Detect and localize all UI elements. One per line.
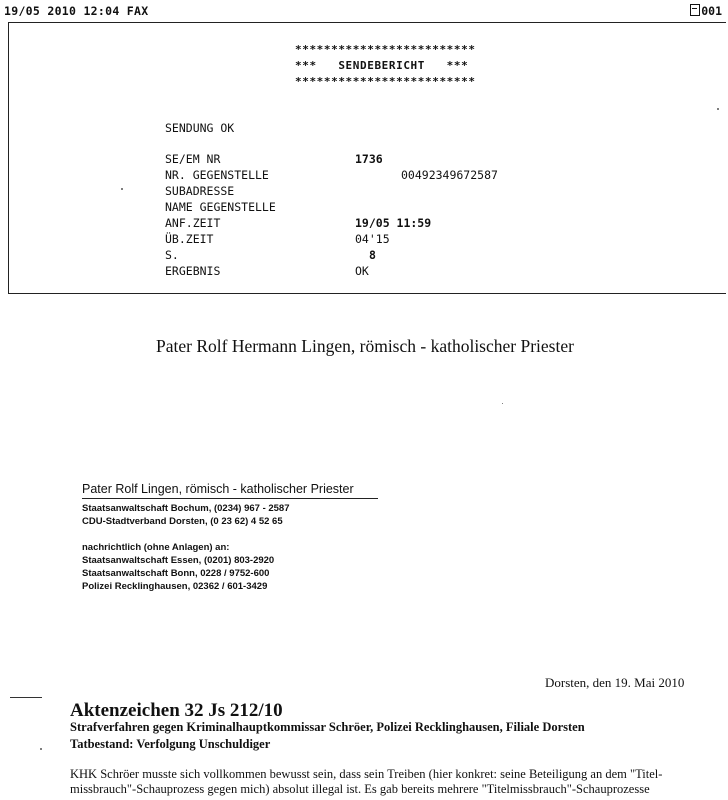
report-label-ergebnis: ERGEBNIS	[165, 264, 221, 278]
scan-speck	[40, 748, 42, 750]
report-label-name-gegenstelle: NAME GEGENSTELLE	[165, 200, 276, 214]
report-label-gegenstelle: NR. GEGENSTELLE	[165, 168, 269, 182]
cc-line: Staatsanwaltschaft Essen, (0201) 803-2920	[82, 555, 275, 566]
report-label-ueb-zeit: ÜB.ZEIT	[165, 232, 214, 246]
report-label-se-em-nr: SE/EM NR	[165, 152, 221, 166]
margin-rule	[10, 697, 42, 698]
fax-page-number-text: 001	[701, 4, 722, 18]
fax-header-timestamp: 19/05 2010 12:04 FAX	[4, 4, 149, 18]
report-value-se-em-nr: 1736	[355, 152, 383, 166]
cc-label: nachrichtlich (ohne Anlagen) an:	[82, 542, 230, 553]
case-offense: Tatbestand: Verfolgung Unschuldiger	[70, 737, 271, 751]
cc-line: Polizei Recklinghausen, 02362 / 601-3429	[82, 581, 268, 592]
recipient-line: Staatsanwaltschaft Bochum, (0234) 967 - 2587	[82, 503, 290, 514]
recipient-line: CDU-Stadtverband Dorsten, (0 23 62) 4 52 65	[82, 516, 283, 527]
body-text-line: missbrauch"-Schauprozess gegen mich) absolut illegal ist. Es gab bereits mehrere "Titelmissbrauch"-Schauprozesse	[70, 782, 650, 796]
report-value-seiten: 8	[369, 248, 376, 262]
report-label-seiten: S.	[165, 248, 179, 262]
report-value-ueb-zeit: 04'15	[355, 232, 390, 246]
place-date: Dorsten, den 19. Mai 2010	[545, 675, 685, 690]
report-label-anf-zeit: ANF.ZEIT	[165, 216, 221, 230]
sender-title: Pater Rolf Lingen, römisch - katholischer Priester	[82, 482, 354, 496]
report-stars-bottom: *************************	[295, 75, 476, 88]
report-value-gegenstelle: 00492349672587	[401, 168, 498, 182]
report-value-ergebnis: OK	[355, 264, 369, 278]
transmission-report	[8, 22, 726, 294]
report-title: *** SENDEBERICHT ***	[295, 59, 469, 72]
fax-page-icon	[690, 4, 700, 16]
sender-title-underline	[82, 498, 378, 499]
scan-speck	[121, 188, 123, 190]
body-text-line: KHK Schröer musste sich vollkommen bewusst sein, dass sein Treiben (hier konkret: seine Beteiligung an dem "Titel-	[70, 767, 663, 781]
case-subject: Strafverfahren gegen Kriminalhauptkommissar Schröer, Polizei Recklinghausen, Filiale Dorsten	[70, 720, 585, 734]
report-status: SENDUNG OK	[165, 121, 235, 135]
case-reference: Aktenzeichen 32 Js 212/10	[70, 700, 283, 721]
letterhead-title: Pater Rolf Hermann Lingen, römisch - katholischer Priester	[156, 336, 574, 356]
report-label-subadresse: SUBADRESSE	[165, 184, 235, 198]
scan-speck	[502, 403, 503, 404]
report-value-anf-zeit: 19/05 11:59	[355, 216, 432, 230]
scan-speck	[717, 108, 719, 110]
report-stars-top: *************************	[295, 43, 476, 56]
cc-line: Staatsanwaltschaft Bonn, 0228 / 9752-600	[82, 568, 270, 579]
fax-page-number	[690, 4, 722, 18]
